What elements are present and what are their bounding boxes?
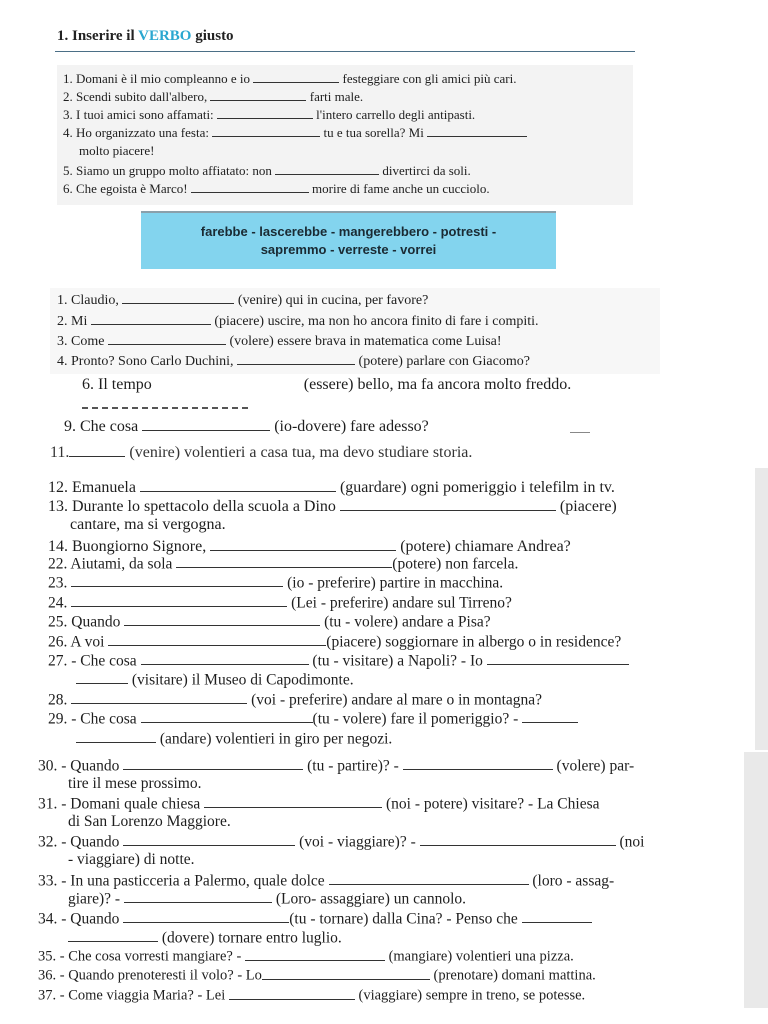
exercise-line: di San Lorenzo Maggiore. xyxy=(68,813,231,830)
title-highlight: VERBO xyxy=(138,28,192,44)
exercise-line: 5. Siamo un gruppo molto affiatato: non divertirci da soli. xyxy=(63,163,471,178)
exercise-line: 2. Mi (piacere) uscire, ma non ho ancora finito di fare i compiti. xyxy=(57,314,539,330)
exercise-line: 4. Pronto? Sono Carlo Duchini, (potere) parlare con Giacomo? xyxy=(57,354,530,370)
exercise-line: tire il mese prossimo. xyxy=(68,775,202,792)
exercise-line: 28. (voi - preferire) andare al mare o in montagna? xyxy=(48,691,543,709)
answer-line xyxy=(82,407,248,411)
exercise-line: 31. - Domani quale chiesa (noi - potere) visitare? - La Chiesa xyxy=(38,795,600,813)
exercise-line: 32. - Quando (voi - viaggiare)? - (noi xyxy=(38,833,645,851)
answer-line xyxy=(570,432,590,433)
page-edge-shadow xyxy=(744,752,768,1008)
exercise-line: (dovere) tornare entro luglio. xyxy=(68,929,342,946)
exercise-line: giare)? - (Loro- assaggiare) un cannolo. xyxy=(68,890,467,908)
exercise-line: 24. (Lei - preferire) andare sul Tirreno? xyxy=(48,594,512,612)
exercise-line: cantare, ma si vergogna. xyxy=(70,516,226,533)
title-text-start: Inserire il xyxy=(72,28,135,44)
title-text-end: giusto xyxy=(195,28,234,44)
exercise-line: 6. Che egoista è Marco! morire di fame anche un cucciolo. xyxy=(63,181,490,196)
exercise-line: (visitare) il Museo di Capodimonte. xyxy=(76,671,354,688)
exercise-line: 6. Il tempo (essere) bello, ma fa ancora molto freddo. xyxy=(82,376,572,393)
exercise-line: 37. - Come viaggia Maria? - Lei (viaggiare) sempre in treno, se potesse. xyxy=(38,987,586,1004)
exercise-line: 29. - Che cosa (tu - volere) fare il pomeriggio? - xyxy=(48,710,578,727)
word-bank-line: farebbe - lascerebbe - mangerebbero - potresti - xyxy=(200,224,497,239)
exercise-line: 11. (venire) volentieri a casa tua, ma devo studiare storia. xyxy=(50,443,473,461)
exercise-line: 1. Domani è il mio compleanno e io festeggiare con gli amici più cari. xyxy=(63,71,517,86)
exercise-line: 22. Aiutami, da sola (potere) non farcela. xyxy=(48,555,519,573)
exercise-line: molto piacere! xyxy=(79,143,155,158)
exercise-line: 36. - Quando prenoteresti il volo? - Lo (prenotare) domani mattina. xyxy=(38,967,596,984)
exercise-title xyxy=(57,28,234,45)
section-1-panel xyxy=(57,65,633,205)
exercise-line: 9. Che cosa (io-dovere) fare adesso? xyxy=(64,417,429,435)
exercise-line: 27. - Che cosa (tu - visitare) a Napoli? - Io xyxy=(48,652,629,669)
exercise-line: 23. (io - preferire) partire in macchina. xyxy=(48,574,504,592)
exercise-line: 2. Scendi subito dall'albero, farti male. xyxy=(63,89,364,104)
exercise-line: 3. I tuoi amici sono affamati: l'intero carrello degli antipasti. xyxy=(63,107,476,122)
exercise-line: 35. - Che cosa vorresti mangiare? - (mangiare) volentieri una pizza. xyxy=(38,948,574,965)
page-edge-shadow xyxy=(755,468,768,750)
exercise-line: 30. - Quando (tu - partire)? - (volere) par- xyxy=(38,757,635,775)
exercise-line: 34. - Quando (tu - tornare) dalla Cina? - Penso che xyxy=(38,910,592,927)
exercise-line: 3. Come (volere) essere brava in matematica come Luisa! xyxy=(57,334,502,350)
exercise-line: 13. Durante lo spettacolo della scuola a Dino (piacere) xyxy=(48,497,617,515)
exercise-line: - viaggiare) di notte. xyxy=(68,851,195,868)
exercise-number: 1. xyxy=(57,28,69,44)
word-bank-box xyxy=(141,211,556,269)
exercise-line: 14. Buongiorno Signore, (potere) chiamare Andrea? xyxy=(48,537,571,555)
exercise-line: 25. Quando (tu - volere) andare a Pisa? xyxy=(48,613,491,631)
title-divider xyxy=(55,51,635,52)
exercise-line: 4. Ho organizzato una festa: tu e tua sorella? Mi xyxy=(63,125,527,141)
word-bank-line: sapremmo - verreste - vorrei xyxy=(260,242,437,257)
exercise-line: (andare) volentieri in giro per negozi. xyxy=(76,730,392,747)
exercise-line: 1. Claudio, (venire) qui in cucina, per favore? xyxy=(57,293,429,309)
exercise-line: 33. - In una pasticceria a Palermo, quale dolce (loro - assag- xyxy=(38,872,615,890)
exercise-line: 12. Emanuela (guardare) ogni pomeriggio i telefilm in tv. xyxy=(48,478,615,496)
exercise-line: 26. A voi (piacere) soggiornare in albergo o in residence? xyxy=(48,633,622,651)
